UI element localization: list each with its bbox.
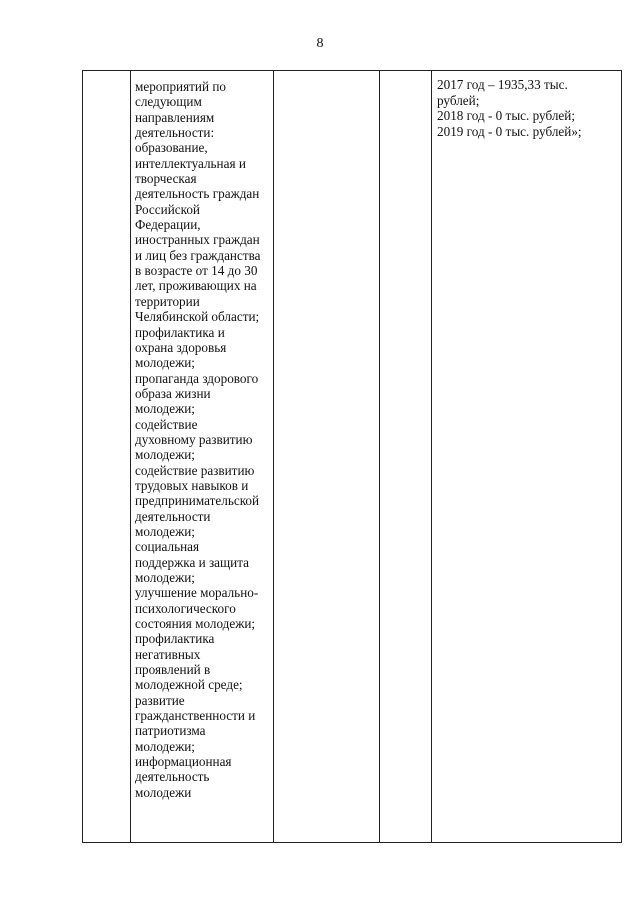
text-line: деятельность (135, 769, 210, 785)
text-line: психологического (135, 600, 236, 616)
text-line: профилактика и (135, 324, 225, 340)
table-cell-empty-3 (274, 71, 380, 843)
text-line: молодежи (135, 784, 192, 800)
text-line: Челябинской области; (135, 309, 260, 325)
text-line: профилактика (135, 631, 215, 647)
text-line: деятельности: (135, 125, 215, 141)
text-line: 2017 год – 1935,33 тыс. (437, 77, 568, 92)
page-number: 8 (316, 36, 324, 51)
text-line: образа жизни (135, 385, 211, 401)
text-line: деятельности (135, 508, 211, 524)
text-line: гражданственности и (135, 708, 256, 724)
text-line: рублей; (437, 92, 480, 108)
text-line: мероприятий по (135, 79, 226, 94)
text-line: проявлений в (135, 662, 211, 678)
measures-text (131, 71, 273, 800)
table-cell-measures (131, 71, 274, 843)
text-line: молодежи; (135, 570, 195, 585)
text-line: направлениям (135, 109, 215, 125)
text-line: охрана здоровья (135, 339, 227, 355)
text-line: предпринимательской (135, 493, 260, 509)
table-cell-empty-4 (380, 71, 432, 843)
program-table (82, 70, 622, 843)
text-line: Российской (135, 201, 200, 217)
text-line: творческая (135, 171, 197, 187)
text-line: содействие (135, 416, 198, 432)
text-line: и лиц без гражданства (135, 247, 261, 263)
text-line: трудовых навыков и (135, 477, 249, 493)
funding-text (432, 71, 621, 139)
text-line: интеллектуальная и (135, 155, 246, 171)
text-line: молодежи; (135, 355, 195, 371)
text-line: 2018 год - 0 тыс. рублей; (437, 108, 575, 124)
text-line: развитие (135, 692, 185, 708)
text-line: территории (135, 293, 200, 309)
text-line: молодежи; (135, 523, 195, 539)
text-line: молодежи; (135, 447, 195, 463)
text-line: молодежной среде; (135, 677, 243, 693)
table-cell-funding (432, 71, 622, 843)
text-line: социальная (135, 539, 200, 555)
text-line: состояния молодежи; (135, 616, 256, 632)
text-line: информационная (135, 754, 232, 770)
text-line: 2019 год - 0 тыс. рублей»; (437, 123, 582, 139)
text-line: пропаганда здорового (135, 370, 259, 386)
text-line: духовному развитию (135, 431, 253, 447)
text-line: следующим (135, 94, 202, 110)
text-line: улучшение морально- (135, 585, 259, 601)
text-line: негативных (135, 646, 201, 662)
text-line: поддержка и защита (135, 554, 250, 570)
text-line: иностранных граждан (135, 232, 260, 248)
text-line: деятельность граждан (135, 186, 260, 202)
text-line: в возрасте от 14 до 30 (135, 263, 258, 279)
text-line: молодежи; (135, 738, 195, 754)
text-line: образование, (135, 140, 208, 156)
text-line: молодежи; (135, 401, 195, 417)
table-cell-empty-1 (83, 71, 131, 843)
text-line: патриотизма (135, 723, 206, 739)
text-line: содействие развитию (135, 462, 255, 478)
table-row (83, 71, 622, 843)
text-line: Федерации, (135, 217, 201, 233)
text-line: лет, проживающих на (135, 278, 257, 294)
